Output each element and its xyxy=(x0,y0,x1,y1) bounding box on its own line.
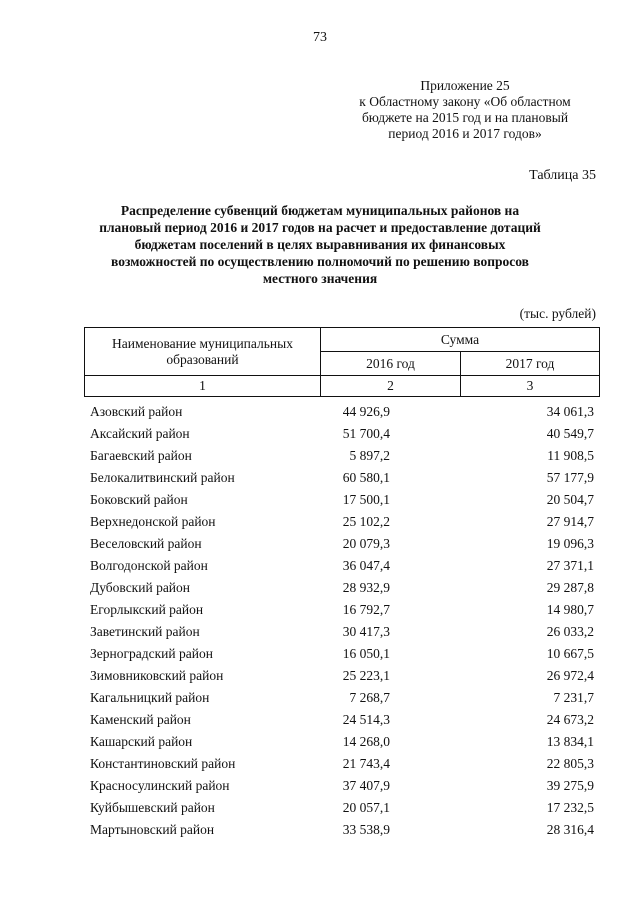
value-2016: 37 407,9 xyxy=(342,778,390,793)
value-2016: 16 050,1 xyxy=(342,646,390,661)
district-name: Мартыновский район xyxy=(90,822,215,837)
col-number-3: 3 xyxy=(526,378,534,393)
district-name: Азовский район xyxy=(90,404,183,419)
value-2016: 33 538,9 xyxy=(342,822,390,837)
title-line-1: Распределение субвенций бюджетам муниципальных районов на xyxy=(120,203,520,218)
table-row xyxy=(84,533,600,555)
value-2017: 26 033,2 xyxy=(546,624,594,639)
district-name: Зимовниковский район xyxy=(90,668,224,683)
appendix-line-1: Приложение 25 xyxy=(420,78,510,93)
value-2016: 17 500,1 xyxy=(342,492,390,507)
value-2017: 11 908,5 xyxy=(547,448,594,463)
value-2017: 24 673,2 xyxy=(546,712,594,727)
table-row xyxy=(84,467,600,489)
value-2016: 60 580,1 xyxy=(342,470,390,485)
value-2017: 14 980,7 xyxy=(546,602,594,617)
value-2017: 27 371,1 xyxy=(546,558,594,573)
district-name: Егорлыкский район xyxy=(90,602,204,617)
table-row xyxy=(84,423,600,445)
col-header-2017: 2017 год xyxy=(505,356,555,371)
title-line-3: бюджетам поселений в целях выравнивания их финансовых xyxy=(134,237,506,252)
value-2016: 16 792,7 xyxy=(342,602,390,617)
value-2016: 36 047,4 xyxy=(342,558,390,573)
title-line-4: возможностей по осуществлению полномочий по решению вопросов xyxy=(111,254,529,269)
value-2017: 20 504,7 xyxy=(546,492,594,507)
table-row xyxy=(84,511,600,533)
value-2017: 10 667,5 xyxy=(546,646,594,661)
value-2016: 20 057,1 xyxy=(342,800,390,815)
district-name: Верхнедонской район xyxy=(90,514,216,529)
district-name: Каменский район xyxy=(90,712,191,727)
value-2016: 7 268,7 xyxy=(349,690,390,705)
value-2016: 21 743,4 xyxy=(342,756,390,771)
title-line-5: местного значения xyxy=(262,271,378,286)
value-2016: 24 514,3 xyxy=(342,712,390,727)
header-line-numbers xyxy=(84,375,600,376)
table-row xyxy=(84,665,600,687)
col-number-2: 2 xyxy=(387,378,394,393)
value-2017: 34 061,3 xyxy=(546,404,594,419)
value-2016: 25 102,2 xyxy=(342,514,390,529)
col-header-sum: Сумма xyxy=(440,332,480,347)
district-name: Волгодонской район xyxy=(90,558,208,573)
table-row xyxy=(84,753,600,775)
appendix-line-3: бюджете на 2015 год и на плановый xyxy=(361,110,569,125)
table-row xyxy=(84,819,600,841)
district-name: Кашарский район xyxy=(90,734,193,749)
district-name: Константиновский район xyxy=(90,756,236,771)
value-2017: 19 096,3 xyxy=(546,536,594,551)
table-row xyxy=(84,709,600,731)
value-2017: 26 972,4 xyxy=(546,668,594,683)
header-line-bottom xyxy=(84,396,600,397)
col-header-name-line-2: образований xyxy=(166,352,239,367)
district-name: Куйбышевский район xyxy=(90,800,215,815)
table-header xyxy=(84,327,600,397)
page-number: 73 xyxy=(313,30,327,45)
value-2017: 39 275,9 xyxy=(546,778,594,793)
value-2016: 28 932,9 xyxy=(342,580,390,595)
header-line-top xyxy=(84,327,600,328)
document-title xyxy=(90,202,550,287)
table-row xyxy=(84,599,600,621)
value-2017: 7 231,7 xyxy=(553,690,594,705)
value-2016: 30 417,3 xyxy=(342,624,390,639)
district-name: Белокалитвинский район xyxy=(90,470,235,485)
table-row xyxy=(84,643,600,665)
table-body xyxy=(84,401,600,841)
header-vline-right xyxy=(599,327,600,397)
title-line-2: плановый период 2016 и 2017 годов на расчет и предоставление дотаций xyxy=(99,220,541,235)
table-row xyxy=(84,621,600,643)
value-2016: 25 223,1 xyxy=(342,668,390,683)
value-2016: 51 700,4 xyxy=(342,426,390,441)
value-2017: 28 316,4 xyxy=(546,822,594,837)
table-row xyxy=(84,577,600,599)
district-name: Дубовский район xyxy=(90,580,191,595)
table-row xyxy=(84,445,600,467)
value-2017: 57 177,9 xyxy=(546,470,594,485)
district-name: Багаевский район xyxy=(90,448,192,463)
district-name: Боковский район xyxy=(90,492,188,507)
table-number: Таблица 35 xyxy=(529,168,596,183)
value-2016: 5 897,2 xyxy=(349,448,390,463)
district-name: Зерноградский район xyxy=(90,646,213,661)
table-row xyxy=(84,731,600,753)
value-2017: 22 805,3 xyxy=(546,756,594,771)
col-header-2016: 2016 год xyxy=(366,356,415,371)
table-row xyxy=(84,489,600,511)
district-name: Красносулинский район xyxy=(90,778,230,793)
value-2016: 44 926,9 xyxy=(342,404,390,419)
units-label: (тыс. рублей) xyxy=(519,306,596,321)
table-row xyxy=(84,687,600,709)
district-name: Заветинский район xyxy=(90,624,200,639)
appendix-line-4: период 2016 и 2017 годов» xyxy=(388,126,542,141)
table-row xyxy=(84,555,600,577)
value-2017: 17 232,5 xyxy=(546,800,594,815)
table-row xyxy=(84,797,600,819)
district-name: Кагальницкий район xyxy=(90,690,210,705)
appendix-line-2: к Областному закону «Об областном xyxy=(359,94,571,109)
col-number-1: 1 xyxy=(199,378,206,393)
value-2016: 14 268,0 xyxy=(342,734,390,749)
value-2017: 13 834,1 xyxy=(546,734,594,749)
table-row xyxy=(84,775,600,797)
appendix-note xyxy=(330,78,600,142)
table-row xyxy=(84,401,600,423)
district-name: Аксайский район xyxy=(90,426,190,441)
col-header-name xyxy=(85,336,320,368)
value-2017: 29 287,8 xyxy=(546,580,594,595)
district-name: Веселовский район xyxy=(90,536,202,551)
value-2017: 40 549,7 xyxy=(546,426,594,441)
value-2016: 20 079,3 xyxy=(342,536,390,551)
value-2017: 27 914,7 xyxy=(546,514,594,529)
col-header-name-line-1: Наименование муниципальных xyxy=(112,336,293,351)
